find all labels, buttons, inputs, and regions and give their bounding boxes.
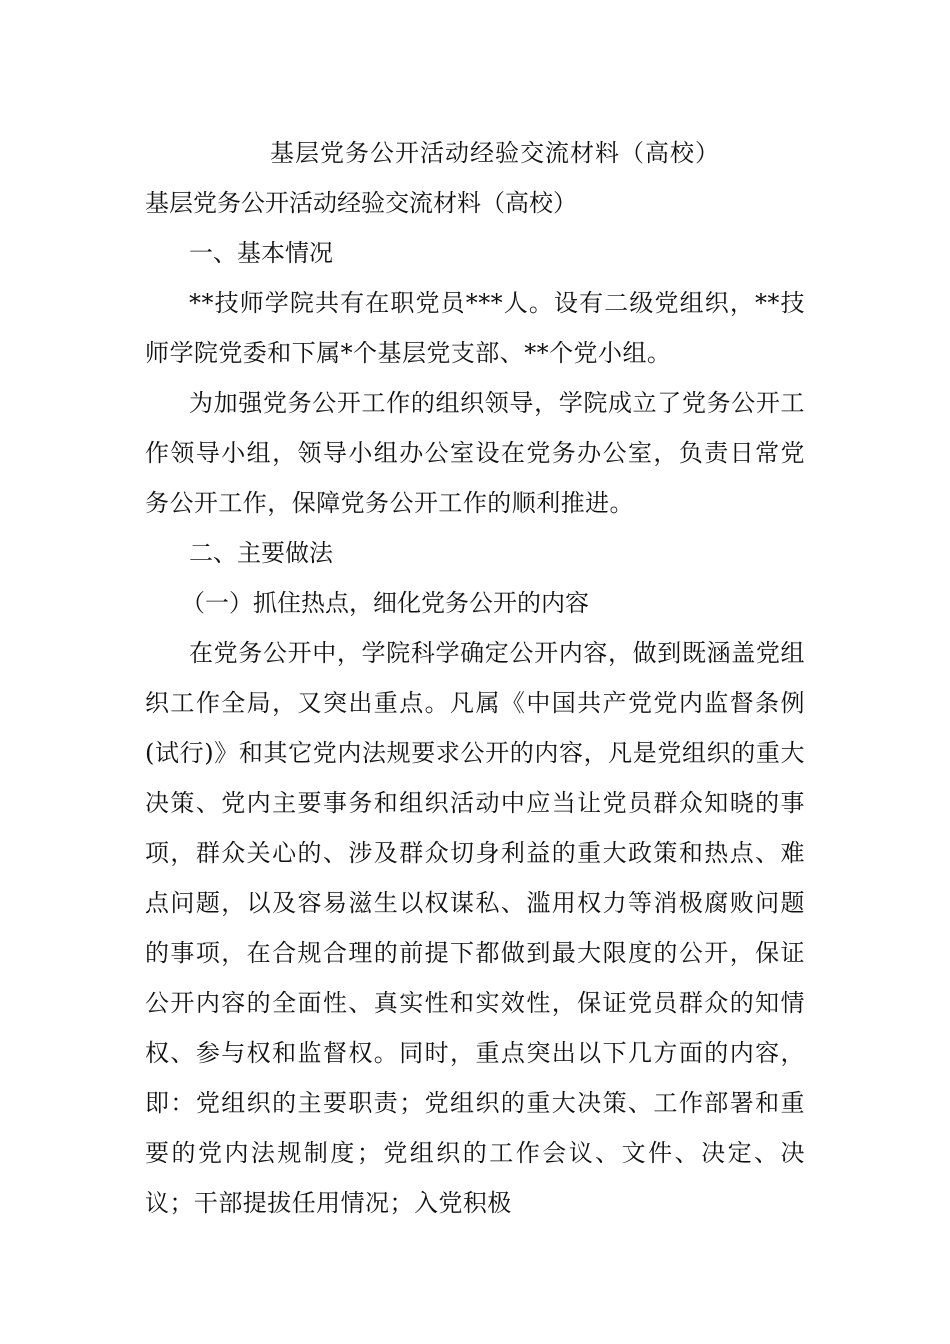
section-heading-basic-info: 一、基本情况 [189,239,333,267]
paragraph-disclosure-content: 在党务公开中，学院科学确定公开内容，做到既涵盖党组织工作全局，又突出重点。凡属《中国共产党党内监督条例(试行)》和其它党内法规要求公开的内容，凡是党组织的重大决策、党内主要事务和组织活动中应当让党员群众知晓的事项，群众关心的、涉及群众切身利益的重大政策和热点、难点问题，以及容易滋生以权谋私、滥用权力等消极腐败问题的事项，在合规合理的前提下都做到最大限度的公开，保证公开内容的全面性、真实性和实效性，保证党员群众的知情权、参与权和监督权。同时，重点突出以下几方面的内容，即：党组织的主要职责；党组织的重大决策、工作部署和重要的党内法规制度；党组织的工作会议、文件、决定、决议；干部提拔任用情况；入党积极 [145,639,805,1217]
paragraph-leadership-group: 为加强党务公开工作的组织领导，学院成立了党务公开工作领导小组，领导小组办公室设在党务办公室，负责日常党务公开工作，保障党务公开工作的顺利推进。 [145,389,805,517]
subsection-heading-hotspots: （一）抓住热点，细化党务公开的内容 [181,589,589,617]
document-body [145,128,805,1228]
paragraph-party-members: **技师学院共有在职党员***人。设有二级党组织，**技师学院党委和下属*个基层党支部、**个党小组。 [145,289,805,367]
document-title: 基层党务公开活动经验交流材料（高校） [270,139,720,167]
document-subtitle: 基层党务公开活动经验交流材料（高校） [145,189,577,217]
section-heading-main-practices: 二、主要做法 [189,539,333,567]
